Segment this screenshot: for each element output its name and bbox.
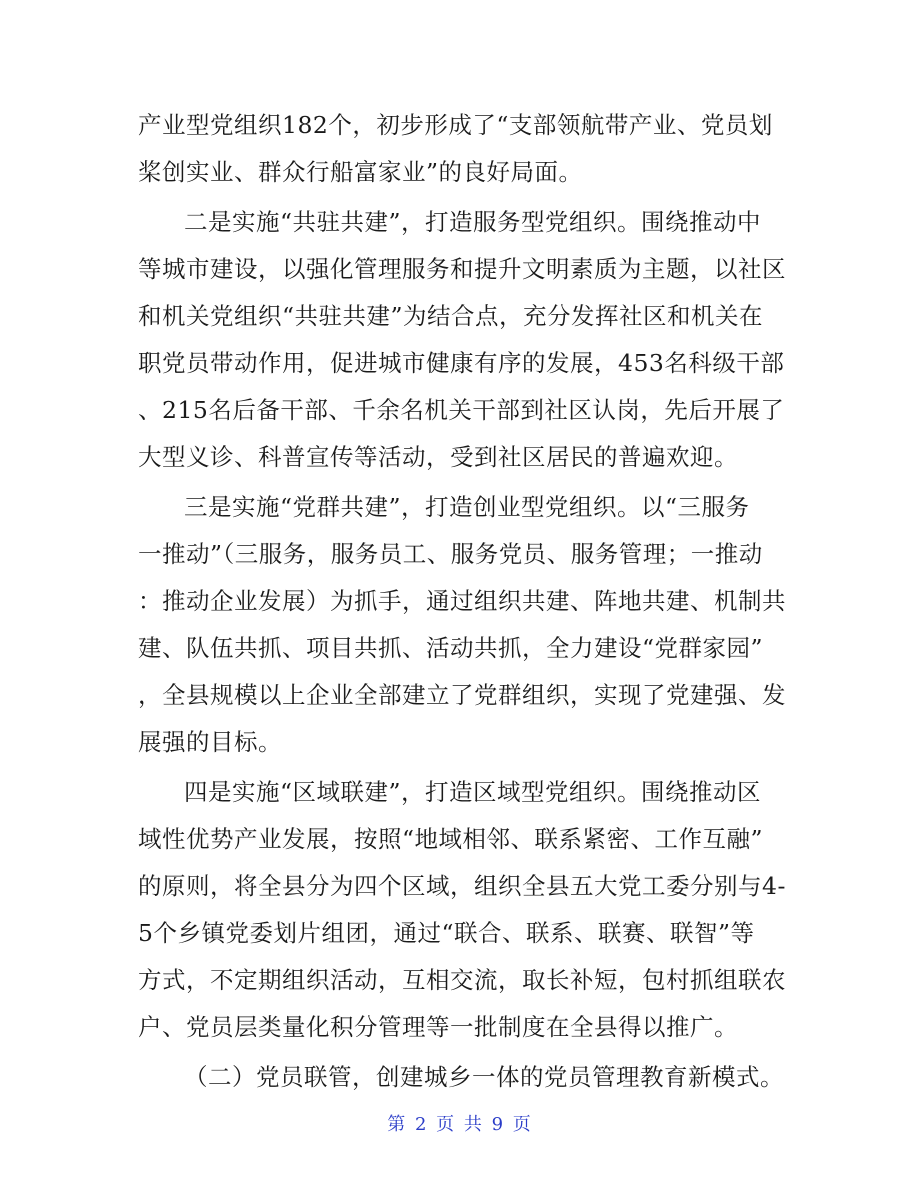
paragraph-start-line: 三是实施“党群共建”，打造创业型党组织。以“三服务 bbox=[184, 493, 750, 521]
text-line: 、215名后备干部、千余名机关干部到社区认岗，先后开展了 bbox=[138, 396, 785, 424]
text-line: 和机关党组织“共驻共建”为结合点，充分发挥社区和机关在 bbox=[138, 302, 764, 330]
paragraph-start-line: 二是实施“共驻共建”，打造服务型党组织。围绕推动中 bbox=[184, 208, 762, 236]
document-body bbox=[138, 102, 786, 1101]
text-line: 一推动”（三服务，服务员工、服务党员、服务管理；一推动 bbox=[138, 540, 763, 568]
text-line: 的原则，将全县分为四个区域，组织全县五大党工委分别与4- bbox=[138, 872, 786, 900]
text-line: 展强的目标。 bbox=[138, 728, 282, 756]
text-line: 建、队伍共抓、项目共抓、活动共抓，全力建设“党群家园” bbox=[138, 634, 764, 662]
text-line: 方式，不定期组织活动，互相交流，取长补短，包村抓组联农 bbox=[138, 966, 786, 994]
text-line: 大型义诊、科普宣传等活动，受到社区居民的普遍欢迎。 bbox=[138, 443, 738, 471]
text-line: 域性优势产业发展，按照“地域相邻、联系紧密、工作互融” bbox=[138, 825, 764, 853]
text-line: 5个乡镇党委划片组团，通过“联合、联系、联赛、联智”等 bbox=[138, 919, 755, 947]
text-line: ：推动企业发展）为抓手，通过组织共建、阵地共建、机制共 bbox=[138, 587, 786, 615]
page-number-footer: 第 2 页 共 9 页 bbox=[387, 1114, 533, 1135]
text-line: 户、党员层类量化积分管理等一批制度在全县得以推广。 bbox=[138, 1013, 738, 1041]
text-line: 职党员带动作用，促进城市健康有序的发展，453名科级干部 bbox=[138, 349, 785, 377]
text-line: 等城市建设，以强化管理服务和提升文明素质为主题，以社区 bbox=[138, 255, 786, 283]
paragraph-start-line: 四是实施“区域联建”，打造区域型党组织。围绕推动区 bbox=[184, 778, 762, 806]
text-line: 产业型党组织182个，初步形成了“支部领航带产业、党员划 bbox=[138, 111, 773, 139]
text-line: 桨创实业、群众行船富家业”的良好局面。 bbox=[138, 158, 583, 186]
text-line: ，全县规模以上企业全部建立了党群组织，实现了党建强、发 bbox=[138, 681, 786, 709]
section-heading-line: （二）党员联管，创建城乡一体的党员管理教育新模式。 bbox=[184, 1063, 784, 1091]
